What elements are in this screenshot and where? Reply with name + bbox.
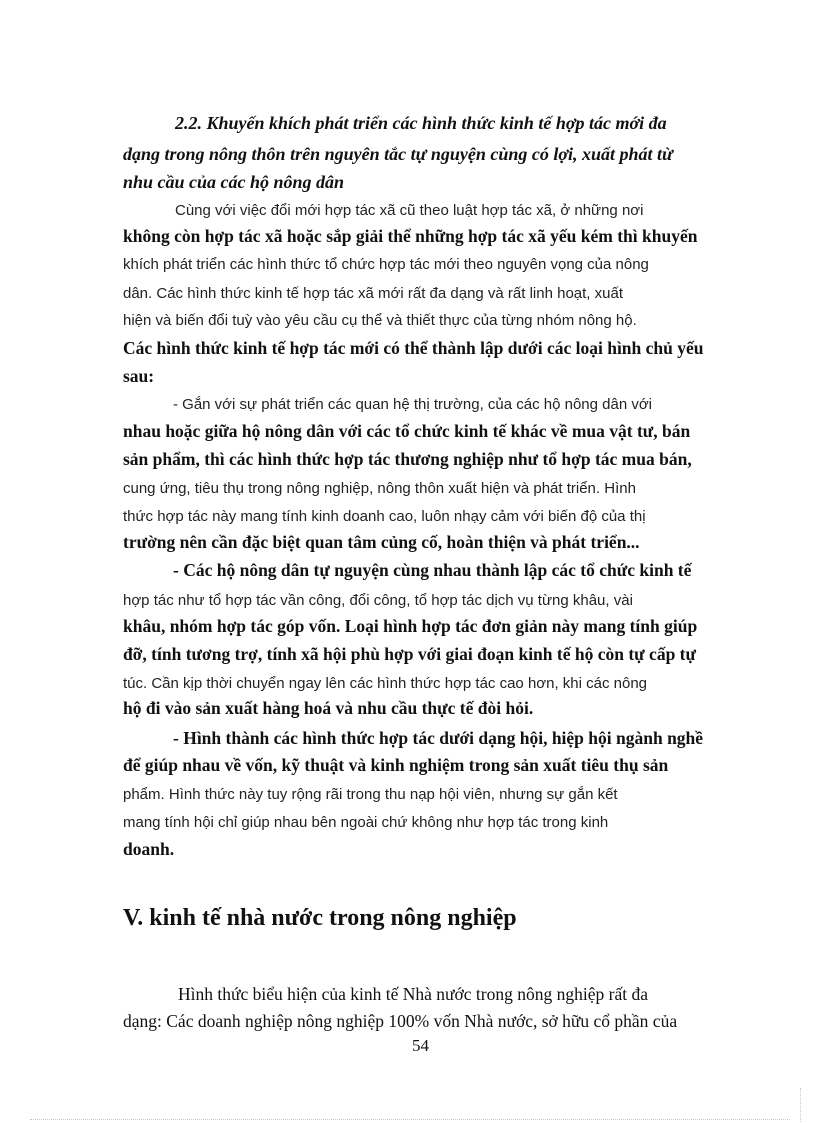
- body-line: - Gắn với sự phát triển các quan hệ thị trường, của các hộ nông dân với: [173, 396, 653, 413]
- section-body-line: Hình thức biểu hiện của kinh tế Nhà nước trong nông nghiệp rất đa: [178, 984, 648, 1004]
- body-line: Cùng với việc đổi mới hợp tác xã cũ theo luật hợp tác xã, ở những nơi: [175, 202, 644, 219]
- page-border-right: [800, 1088, 801, 1122]
- body-line: Các hình thức kinh tế hợp tác mới có thể thành lập dưới các loại hình chủ yếu: [123, 338, 704, 358]
- body-line: khích phát triển các hình thức tổ chức hợp tác mới theo nguyên vọng của nông: [123, 256, 649, 273]
- body-line: để giúp nhau về vốn, kỹ thuật và kinh nghiệm trong sản xuất tiêu thụ sản: [123, 755, 669, 775]
- body-line: dân. Các hình thức kinh tế hợp tác xã mới rất đa dạng và rất linh hoạt, xuất: [123, 285, 623, 302]
- body-line: cung ứng, tiêu thụ trong nông nghiệp, nông thôn xuất hiện và phát triển. Hình: [123, 480, 636, 497]
- body-line: túc. Cần kịp thời chuyển ngay lên các hình thức hợp tác cao hơn, khi các nông: [123, 675, 648, 692]
- section-body-line: dạng: Các doanh nghiệp nông nghiệp 100% vốn Nhà nước, sở hữu cổ phần của: [123, 1011, 678, 1031]
- page-number: 54: [412, 1036, 429, 1055]
- body-line: hộ đi vào sản xuất hàng hoá và nhu cầu thực tế đòi hỏi.: [123, 698, 534, 718]
- body-line: sản phẩm, thì các hình thức hợp tác thương nghiệp như tổ hợp tác mua bán,: [123, 449, 692, 469]
- body-line: mang tính hội chỉ giúp nhau bên ngoài chứ không như hợp tác trong kinh: [123, 814, 609, 831]
- body-line: - Các hộ nông dân tự nguyện cùng nhau thành lập các tổ chức kinh tế: [173, 560, 692, 580]
- body-line: phẩm. Hình thức này tuy rộng rãi trong thu nạp hội viên, nhưng sự gắn kết: [123, 786, 618, 803]
- page-border-bottom: [30, 1119, 790, 1120]
- body-line: hợp tác như tổ hợp tác vần công, đổi công, tổ hợp tác dịch vụ từng khâu, vài: [123, 592, 633, 609]
- body-line: trường nên cần đặc biệt quan tâm củng cố, hoàn thiện và phát triển...: [123, 532, 640, 552]
- subheading-line-1: 2.2. Khuyến khích phát triển các hình thức kinh tế hợp tác mới đa: [175, 113, 667, 133]
- body-line: doanh.: [123, 839, 175, 859]
- body-line: thức hợp tác này mang tính kinh doanh cao, luôn nhạy cảm với biến độ của thị: [123, 508, 646, 525]
- body-line: khâu, nhóm hợp tác góp vốn. Loại hình hợp tác đơn giản này mang tính giúp: [123, 616, 698, 636]
- body-line: sau:: [123, 366, 155, 386]
- subheading-line-3: nhu cầu của các hộ nông dân: [123, 172, 345, 192]
- body-line: đỡ, tính tương trợ, tính xã hội phù hợp với giai đoạn kinh tế hộ còn tự cấp tự: [123, 644, 697, 664]
- section-title: V. kinh tế nhà nước trong nông nghiệp: [123, 905, 517, 931]
- body-line: - Hình thành các hình thức hợp tác dưới dạng hội, hiệp hội ngành nghề: [173, 728, 704, 748]
- subheading-line-2: dạng trong nông thôn trên nguyên tắc tự nguyện cùng có lợi, xuất phát từ: [123, 144, 673, 164]
- body-line: không còn hợp tác xã hoặc sắp giải thể những hợp tác xã yếu kém thì khuyến: [123, 226, 698, 246]
- body-line: hiện và biến đổi tuỳ vào yêu cầu cụ thể và thiết thực của từng nhóm nông hộ.: [123, 312, 637, 329]
- body-line: nhau hoặc giữa hộ nông dân với các tổ chức kinh tế khác về mua vật tư, bán: [123, 421, 691, 441]
